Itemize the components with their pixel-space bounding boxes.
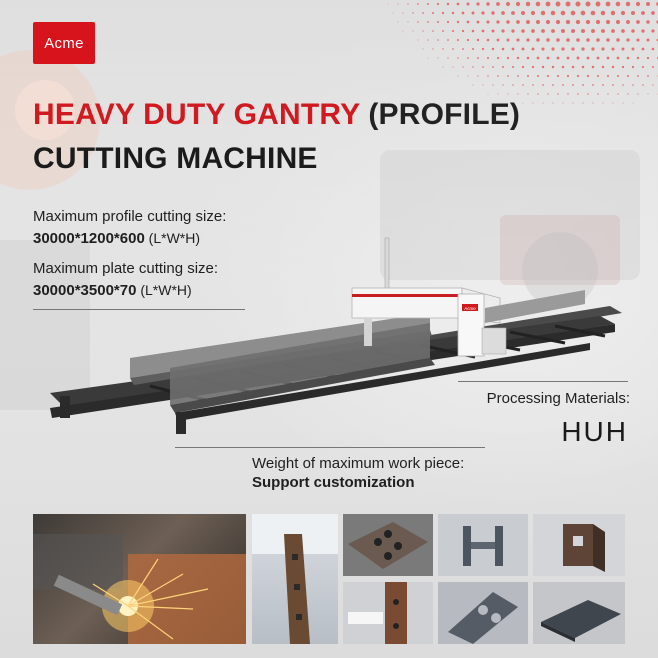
halftone-dot bbox=[541, 47, 544, 50]
halftone-dot bbox=[432, 12, 434, 14]
halftone-dot bbox=[496, 20, 499, 23]
halftone-dot bbox=[516, 2, 520, 6]
halftone-dot bbox=[546, 2, 551, 7]
halftone-dot bbox=[617, 57, 620, 60]
halftone-dot bbox=[557, 75, 559, 77]
halftone-dot bbox=[517, 93, 518, 94]
halftone-dot bbox=[622, 84, 624, 86]
cut-steel-beam-photo bbox=[252, 514, 338, 644]
halftone-dot bbox=[562, 84, 564, 86]
halftone-dot bbox=[647, 93, 648, 94]
notched-channel-photo bbox=[438, 582, 528, 644]
halftone-dot bbox=[427, 21, 429, 23]
halftone-dot bbox=[437, 3, 439, 5]
halftone-dot bbox=[457, 21, 459, 23]
halftone-dot bbox=[627, 57, 630, 60]
halftone-dot bbox=[497, 39, 500, 42]
halftone-dot bbox=[566, 20, 570, 24]
halftone-dot bbox=[527, 75, 529, 77]
halftone-dot bbox=[642, 48, 645, 51]
halftone-dot bbox=[458, 76, 459, 77]
halftone-dot bbox=[492, 48, 494, 50]
halftone-dot bbox=[571, 47, 574, 50]
halftone-dot bbox=[591, 29, 595, 33]
halftone-dot bbox=[462, 48, 464, 50]
halftone-dot bbox=[532, 66, 534, 68]
halftone-dot bbox=[647, 75, 649, 77]
halftone-dot bbox=[576, 20, 580, 24]
workpiece-weight-value: Support customization bbox=[252, 474, 415, 491]
halftone-dot bbox=[551, 11, 556, 16]
halftone-dot bbox=[592, 66, 595, 69]
halftone-dot bbox=[602, 66, 604, 68]
halftone-dot bbox=[521, 29, 525, 33]
halftone-dot bbox=[492, 84, 493, 85]
halftone-dot bbox=[642, 84, 643, 85]
halftone-dot bbox=[637, 57, 639, 59]
halftone-dot bbox=[582, 102, 583, 103]
halftone-dot bbox=[521, 11, 525, 15]
brand-logo-text: Acme bbox=[44, 34, 84, 52]
halftone-dot bbox=[546, 20, 550, 24]
halftone-dot bbox=[572, 102, 573, 103]
halftone-dot bbox=[652, 48, 655, 51]
halftone-dot bbox=[432, 48, 433, 49]
halftone-dot bbox=[517, 75, 519, 77]
halftone-dot bbox=[632, 84, 634, 86]
spec-plate-unit: (L*W*H) bbox=[136, 282, 192, 298]
halftone-dot bbox=[547, 93, 548, 94]
halftone-dot bbox=[522, 84, 524, 86]
halftone-dot bbox=[437, 57, 438, 58]
halftone-dot bbox=[417, 3, 419, 5]
halftone-dot bbox=[523, 103, 524, 104]
halftone-dot bbox=[561, 11, 566, 16]
halftone-dot bbox=[412, 30, 413, 31]
halftone-dot bbox=[407, 3, 408, 4]
halftone-dot bbox=[586, 38, 590, 42]
halftone-dot bbox=[492, 66, 494, 68]
headline-line-1 bbox=[33, 100, 520, 130]
halftone-dot bbox=[596, 2, 601, 7]
halftone-dot bbox=[621, 11, 625, 15]
halftone-dot bbox=[561, 29, 565, 33]
halftone-dot bbox=[577, 93, 578, 94]
halftone-dot bbox=[486, 2, 490, 6]
halftone-dot bbox=[532, 48, 535, 51]
halftone-dot bbox=[447, 3, 449, 5]
halftone-dot bbox=[472, 12, 475, 15]
steel-plate-photo bbox=[533, 582, 625, 644]
halftone-dot bbox=[607, 93, 608, 94]
halftone-dot bbox=[651, 11, 655, 15]
halftone-dot bbox=[552, 66, 554, 68]
halftone-dot bbox=[631, 29, 635, 33]
halftone-dot bbox=[427, 3, 429, 5]
halftone-dot bbox=[547, 75, 549, 77]
halftone-dot bbox=[442, 12, 444, 14]
halftone-dot bbox=[623, 103, 624, 104]
halftone-dot bbox=[487, 57, 489, 59]
spec-profile-unit: (L*W*H) bbox=[144, 230, 201, 246]
halftone-dot bbox=[462, 12, 465, 15]
halftone-dot bbox=[472, 30, 475, 33]
materials-label: Processing Materials: bbox=[486, 390, 630, 407]
halftone-dot bbox=[551, 29, 555, 33]
halftone-dot bbox=[497, 75, 499, 77]
halftone-dot bbox=[428, 58, 429, 59]
halftone-dot bbox=[652, 66, 654, 68]
halftone-dot bbox=[566, 38, 570, 42]
halftone-dot bbox=[557, 93, 558, 94]
perforated-plate-photo bbox=[343, 514, 433, 576]
halftone-dot bbox=[616, 2, 621, 7]
halftone-dot bbox=[606, 2, 611, 7]
halftone-dot bbox=[537, 93, 538, 94]
halftone-dot bbox=[487, 75, 488, 76]
spec-plate-dimensions: 30000*3500*70 bbox=[33, 282, 137, 299]
halftone-dot bbox=[501, 29, 504, 32]
halftone-dot bbox=[637, 75, 639, 77]
halftone-dot bbox=[512, 66, 514, 68]
halftone-dot bbox=[571, 29, 575, 33]
halftone-dot bbox=[576, 38, 580, 42]
halftone-dot bbox=[616, 20, 620, 24]
halftone-dot bbox=[516, 38, 519, 41]
halftone-dot bbox=[536, 38, 539, 41]
halftone-dot bbox=[587, 75, 589, 77]
halftone-dot bbox=[442, 48, 443, 49]
halftone-dot bbox=[422, 30, 423, 31]
halftone-dot bbox=[541, 11, 545, 15]
halftone-dot bbox=[462, 30, 464, 32]
halftone-dot bbox=[587, 93, 588, 94]
halftone-dot bbox=[647, 57, 649, 59]
halftone-dot bbox=[572, 84, 574, 86]
halftone-dot bbox=[626, 2, 630, 6]
halftone-dot bbox=[526, 2, 530, 6]
halftone-dot bbox=[512, 48, 515, 51]
halftone-dot bbox=[398, 22, 399, 23]
halftone-dot bbox=[452, 66, 453, 67]
halftone-dot bbox=[472, 48, 474, 50]
halftone-dot bbox=[462, 66, 463, 67]
headline-line-2: CUTTING MACHINE bbox=[33, 142, 318, 175]
halftone-dot bbox=[572, 66, 575, 69]
halftone-dot bbox=[552, 102, 553, 103]
halftone-dot bbox=[522, 66, 524, 68]
halftone-dot bbox=[591, 11, 596, 16]
halftone-dot bbox=[652, 84, 653, 85]
halftone-dot bbox=[562, 102, 563, 103]
spec-profile-dimensions: 30000*1200*600 bbox=[33, 230, 145, 247]
halftone-dot bbox=[527, 57, 530, 60]
plasma-cutting-photo bbox=[33, 514, 246, 644]
halftone-dot bbox=[487, 39, 490, 42]
halftone-dot bbox=[511, 29, 514, 32]
halftone-dot bbox=[582, 84, 584, 86]
halftone-dot bbox=[632, 66, 634, 68]
halftone-dot bbox=[562, 66, 565, 69]
halftone-dot bbox=[575, 1, 580, 6]
halftone-dot bbox=[502, 66, 504, 68]
application-gallery bbox=[0, 514, 658, 658]
halftone-dot bbox=[502, 48, 505, 51]
halftone-dot bbox=[447, 39, 449, 41]
halftone-dot bbox=[516, 20, 520, 24]
halftone-dot bbox=[492, 30, 495, 33]
halftone-dot bbox=[447, 21, 449, 23]
halftone-dot bbox=[646, 2, 650, 6]
halftone-dot bbox=[651, 29, 654, 32]
halftone-dot bbox=[617, 75, 619, 77]
halftone-dot bbox=[626, 38, 629, 41]
halftone-dot bbox=[596, 20, 600, 24]
halftone-dot bbox=[467, 3, 470, 6]
halftone-dot bbox=[585, 1, 590, 6]
halftone-dot bbox=[497, 57, 499, 59]
halftone-dot bbox=[567, 75, 569, 77]
halftone-dot bbox=[543, 103, 544, 104]
halftone-dot bbox=[622, 48, 625, 51]
halftone-dot bbox=[617, 93, 618, 94]
halftone-dot bbox=[476, 2, 479, 5]
halftone-dot bbox=[482, 48, 484, 50]
halftone-dot bbox=[636, 2, 640, 6]
halftone-dot bbox=[637, 93, 638, 94]
halftone-dot bbox=[633, 103, 634, 104]
halftone-dot bbox=[457, 3, 460, 6]
halftone-dot bbox=[507, 57, 509, 59]
spec-profile-label: Maximum profile cutting size: bbox=[33, 208, 227, 225]
halftone-dot bbox=[488, 94, 489, 95]
halftone-dot bbox=[547, 57, 550, 60]
halftone-dot bbox=[482, 84, 483, 85]
halftone-dot bbox=[457, 57, 458, 58]
halftone-dot bbox=[577, 75, 579, 77]
brand-logo bbox=[33, 22, 95, 64]
halftone-dot bbox=[472, 66, 474, 68]
halftone-dot bbox=[611, 11, 615, 15]
halftone-dot bbox=[432, 30, 434, 32]
halftone-dot bbox=[477, 75, 478, 76]
headline-dark-text: (PROFILE) bbox=[359, 98, 521, 131]
halftone-dot bbox=[467, 75, 468, 76]
halftone-dot bbox=[512, 84, 513, 85]
halftone-dot bbox=[526, 20, 530, 24]
halftone-dot bbox=[601, 47, 604, 50]
halftone-dot bbox=[646, 20, 650, 24]
halftone-dot bbox=[556, 38, 560, 42]
halftone-dot bbox=[626, 20, 630, 24]
halftone-dot bbox=[437, 21, 439, 23]
headline-red-text: HEAVY DUTY GANTRY bbox=[33, 98, 360, 131]
halftone-dot bbox=[467, 57, 469, 59]
halftone-dot bbox=[627, 93, 628, 94]
halftone-dot bbox=[532, 84, 534, 86]
halftone-dot bbox=[556, 2, 561, 7]
halftone-dot bbox=[443, 67, 444, 68]
halftone-dot bbox=[582, 66, 585, 69]
halftone-dot bbox=[567, 57, 570, 60]
halftone-dot bbox=[491, 11, 494, 14]
halftone-dot bbox=[473, 85, 474, 86]
halftone-dot bbox=[423, 49, 424, 50]
halftone-dot bbox=[536, 2, 541, 7]
halftone-dot bbox=[571, 11, 576, 16]
halftone-dot bbox=[537, 75, 539, 77]
halftone-dot bbox=[622, 66, 624, 68]
halftone-dot bbox=[581, 11, 586, 16]
halftone-dot bbox=[542, 66, 544, 68]
halftone-dot bbox=[507, 39, 510, 42]
halftone-dot bbox=[602, 102, 603, 103]
halftone-dot bbox=[587, 57, 590, 60]
halftone-dot bbox=[447, 57, 448, 58]
halftone-dot bbox=[452, 48, 454, 50]
halftone-dot bbox=[533, 103, 534, 104]
halftone-dot bbox=[611, 29, 615, 33]
halftone-dot bbox=[536, 20, 540, 24]
halftone-dot bbox=[565, 1, 570, 6]
halftone-dot bbox=[417, 39, 418, 40]
halftone-dot bbox=[501, 11, 505, 15]
spec-plate-label: Maximum plate cutting size: bbox=[33, 260, 219, 277]
halftone-dot bbox=[457, 39, 459, 41]
halftone-dot bbox=[612, 84, 614, 86]
halftone-dot bbox=[481, 11, 484, 14]
halftone-dot bbox=[498, 94, 499, 95]
halftone-dot bbox=[388, 4, 389, 5]
halftone-dot bbox=[556, 20, 560, 24]
halftone-dot bbox=[412, 12, 413, 13]
halftone-dot bbox=[427, 39, 428, 40]
halftone-dot bbox=[602, 84, 604, 86]
halftone-dot bbox=[422, 12, 424, 14]
material-profile-icons: HUH bbox=[561, 416, 628, 447]
halftone-dot bbox=[542, 84, 544, 86]
halftone-dot bbox=[607, 75, 609, 77]
halftone-dot bbox=[546, 38, 549, 41]
halftone-dot bbox=[586, 20, 590, 24]
halftone-dot bbox=[606, 38, 609, 41]
halftone-dot bbox=[507, 93, 508, 94]
halftone-dot bbox=[597, 57, 600, 60]
halftone-dot bbox=[627, 75, 629, 77]
halftone-dot bbox=[613, 103, 614, 104]
halftone-dot bbox=[477, 39, 479, 41]
halftone-dot bbox=[596, 38, 600, 42]
halftone-dot bbox=[526, 38, 529, 41]
halftone-dot bbox=[452, 30, 454, 32]
halftone-dot bbox=[417, 21, 418, 22]
halftone-dot bbox=[601, 11, 606, 16]
halftone-dot bbox=[581, 29, 585, 33]
halftone-dot bbox=[541, 29, 545, 33]
halftone-dot bbox=[506, 20, 510, 24]
halftone-dot bbox=[567, 93, 568, 94]
halftone-dot bbox=[467, 21, 470, 24]
halftone-dot bbox=[402, 12, 403, 13]
halftone-dot bbox=[631, 11, 635, 15]
halftone-dot bbox=[621, 29, 625, 33]
halftone-dot bbox=[522, 48, 525, 51]
halftone-dot bbox=[482, 66, 484, 68]
halftone-dot bbox=[592, 102, 593, 103]
halftone-dot bbox=[407, 21, 408, 22]
halftone-dot bbox=[632, 48, 635, 51]
halftone-dot bbox=[437, 39, 439, 41]
halftone-dot bbox=[591, 47, 594, 50]
halftone-dot bbox=[552, 84, 554, 86]
halftone-dot bbox=[496, 2, 500, 6]
halftone-dot bbox=[517, 57, 519, 59]
halftone-dot bbox=[442, 30, 444, 32]
machine-head-logo: Acme bbox=[464, 306, 476, 311]
halftone-dot bbox=[477, 57, 479, 59]
halftone-dot bbox=[531, 29, 535, 33]
bent-bracket-photo bbox=[533, 514, 625, 576]
halftone-dot bbox=[507, 75, 509, 77]
halftone-dot bbox=[612, 66, 614, 68]
halftone-dot bbox=[601, 29, 605, 33]
halftone-dot bbox=[537, 57, 540, 60]
angle-parts-photo bbox=[343, 582, 433, 644]
halftone-dot bbox=[467, 39, 469, 41]
halftone-dot bbox=[616, 38, 619, 41]
halftone-dot bbox=[606, 20, 610, 24]
gantry-machine-illustration bbox=[30, 228, 650, 448]
halftone-dot bbox=[647, 39, 650, 42]
halftone-dot bbox=[592, 84, 594, 86]
halftone-dot bbox=[511, 11, 515, 15]
halftone-dot bbox=[636, 38, 639, 41]
halftone-dot bbox=[636, 20, 640, 24]
halftone-dot bbox=[597, 93, 598, 94]
halftone-dot bbox=[452, 12, 454, 14]
welded-h-beam-photo bbox=[438, 514, 528, 576]
halftone-dot bbox=[393, 13, 394, 14]
halftone-dot bbox=[403, 31, 404, 32]
halftone-dot bbox=[611, 47, 614, 50]
halftone-dot bbox=[506, 2, 510, 6]
headline bbox=[33, 100, 520, 174]
halftone-dot bbox=[581, 47, 584, 50]
halftone-dot bbox=[641, 11, 645, 15]
halftone-dot bbox=[527, 93, 528, 94]
halftone-dot bbox=[477, 21, 480, 24]
halftone-dot bbox=[641, 29, 644, 32]
halftone-dot bbox=[561, 47, 564, 50]
halftone-dot bbox=[607, 57, 610, 60]
halftone-dot bbox=[577, 57, 580, 60]
halftone-dot bbox=[551, 47, 554, 50]
halftone-dot bbox=[502, 84, 503, 85]
halftone-dot bbox=[642, 66, 644, 68]
halftone-dot bbox=[531, 11, 535, 15]
halftone-dot bbox=[397, 3, 398, 4]
halftone-dot bbox=[557, 57, 560, 60]
workpiece-weight-label: Weight of maximum work piece: bbox=[252, 455, 465, 472]
halftone-dot bbox=[486, 20, 489, 23]
halftone-dot bbox=[482, 30, 485, 33]
halftone-dot bbox=[597, 75, 599, 77]
